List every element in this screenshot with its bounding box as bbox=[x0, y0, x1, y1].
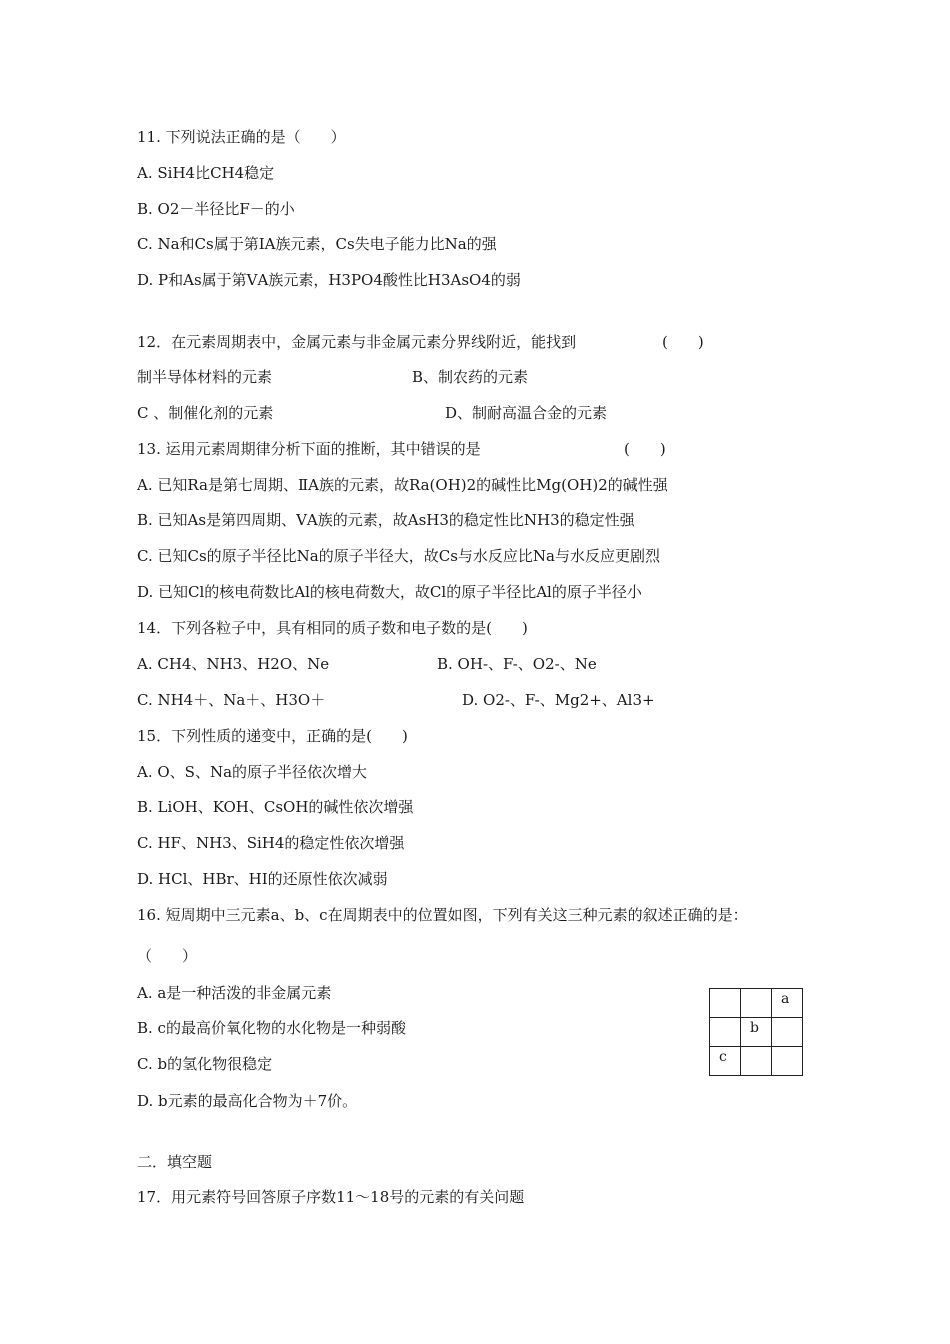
grid-cell bbox=[772, 1047, 803, 1076]
q11-option-c: C. Na和Cs属于第ⅠA族元素，Cs失电子能力比Na的强 bbox=[137, 235, 497, 253]
q15-option-d: D. HCl、HBr、HI的还原性依次减弱 bbox=[137, 870, 388, 888]
q11-option-b: B. O2－半径比F－的小 bbox=[137, 200, 295, 218]
q13-option-a: A. 已知Ra是第七周期、ⅡA族的元素，故Ra(OH)2的碱性比Mg(OH)2的碱性强 bbox=[137, 476, 668, 494]
q15-option-b: B. LiOH、KOH、CsOH的碱性依次增强 bbox=[137, 798, 414, 816]
q14-option-a: A. CH4、NH3、H2O、Ne bbox=[137, 655, 330, 673]
grid-cell bbox=[710, 1018, 741, 1047]
q14-option-b: B. OH-、F-、O2-、Ne bbox=[437, 655, 597, 673]
q16-stem: 16. 短周期中三元素a、b、c在周期表中的位置如图，下列有关这三种元素的叙述正确的是： bbox=[137, 906, 748, 924]
q12-option-c: C 、制催化剂的元素 bbox=[137, 404, 274, 422]
q16-option-d: D. b元素的最高化合物为＋7价。 bbox=[137, 1092, 358, 1110]
q15-stem: 15．下列性质的递变中，正确的是( ) bbox=[137, 727, 408, 745]
grid-cell bbox=[772, 1018, 803, 1047]
q13-option-b: B. 已知As是第四周期、ⅤA族的元素，故AsH3的稳定性比NH3的稳定性强 bbox=[137, 511, 635, 529]
q16-option-c: C. b的氢化物很稳定 bbox=[137, 1055, 273, 1073]
grid-cell bbox=[741, 989, 772, 1018]
q12-stem: 12．在元素周期表中，金属元素与非金属元素分界线附近，能找到 bbox=[137, 333, 577, 351]
q16-option-a: A. a是一种活泼的非金属元素 bbox=[137, 984, 332, 1002]
section-heading-fill-in: 二．填空题 bbox=[137, 1153, 213, 1171]
grid-cell-a: a bbox=[772, 989, 803, 1018]
q16-option-b: B. c的最高价氧化物的水化物是一种弱酸 bbox=[137, 1019, 406, 1037]
periodic-position-grid bbox=[709, 988, 803, 1076]
grid-row bbox=[710, 1018, 803, 1047]
q12-answer-paren: ( ) bbox=[662, 333, 704, 351]
grid-row bbox=[710, 989, 803, 1018]
q12-option-a: 制半导体材料的元素 bbox=[137, 368, 273, 386]
q13-option-c: C. 已知Cs的原子半径比Na的原子半径大，故Cs与水反应比Na与水反应更剧烈 bbox=[137, 547, 660, 565]
q12-option-b: B、制农药的元素 bbox=[412, 368, 529, 386]
q16-answer-paren: （ ） bbox=[137, 947, 198, 965]
q11-stem: 11. 下列说法正确的是（ ） bbox=[137, 128, 346, 146]
grid-cell bbox=[710, 989, 741, 1018]
q12-option-d: D、制耐高温合金的元素 bbox=[445, 404, 608, 422]
q13-option-d: D. 已知Cl的核电荷数比Al的核电荷数大，故Cl的原子半径比Al的原子半径小 bbox=[137, 583, 642, 601]
grid-row bbox=[710, 1047, 803, 1076]
q14-option-c: C. NH4＋、Na＋、H3O＋ bbox=[137, 691, 326, 709]
q14-option-d: D. O2-、F-、Mg2+、Al3+ bbox=[462, 691, 655, 709]
q13-answer-paren: ( ) bbox=[624, 440, 666, 458]
grid-cell bbox=[741, 1047, 772, 1076]
q11-option-a: A. SiH4比CH4稳定 bbox=[137, 164, 275, 182]
q13-stem: 13. 运用元素周期律分析下面的推断，其中错误的是 bbox=[137, 440, 481, 458]
q11-option-d: D. P和As属于第ⅤA族元素，H3PO4酸性比H3AsO4的弱 bbox=[137, 271, 521, 289]
q15-option-c: C. HF、NH3、SiH4的稳定性依次增强 bbox=[137, 834, 405, 852]
q17-stem: 17．用元素符号回答原子序数11～18号的元素的有关问题 bbox=[137, 1188, 525, 1206]
q14-stem: 14．下列各粒子中，具有相同的质子数和电子数的是( ) bbox=[137, 619, 528, 637]
grid-cell-c: c bbox=[710, 1047, 741, 1076]
grid-cell-b: b bbox=[741, 1018, 772, 1047]
q15-option-a: A. O、S、Na的原子半径依次增大 bbox=[137, 763, 368, 781]
